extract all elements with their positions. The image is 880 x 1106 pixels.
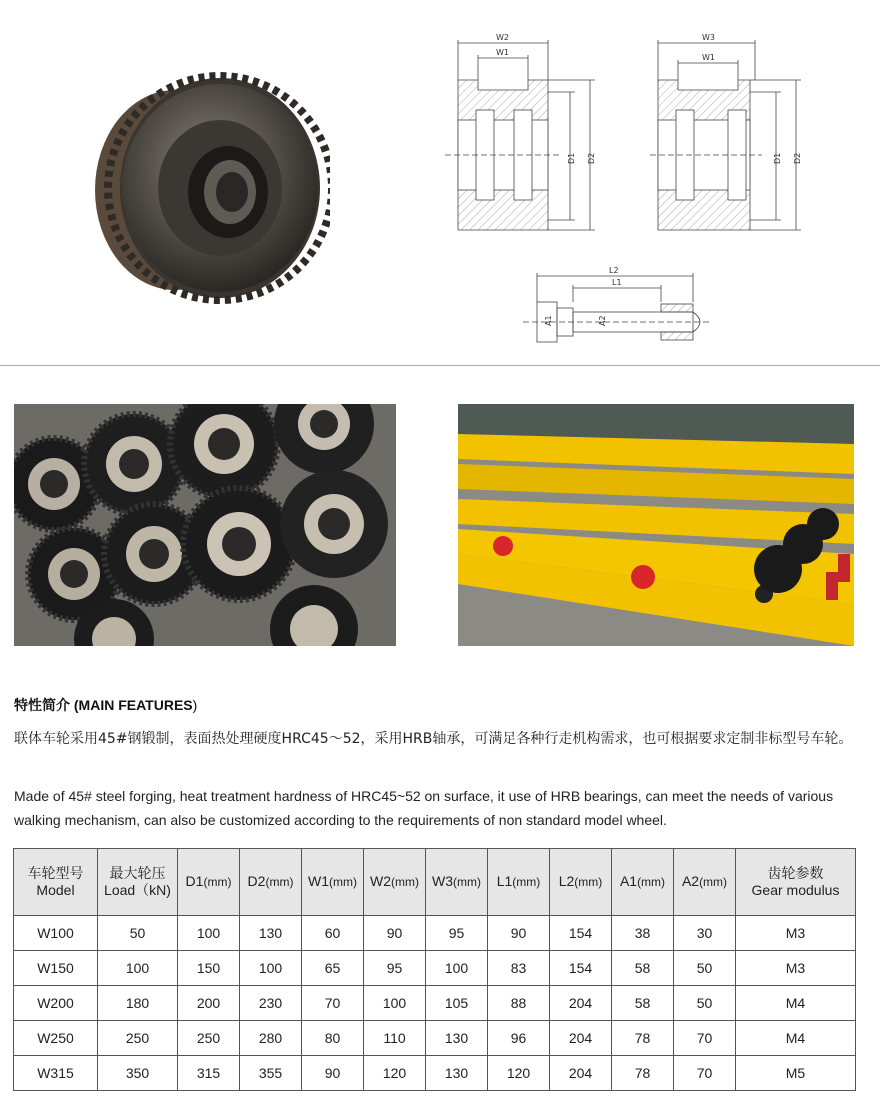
cell-d2: 230 bbox=[240, 986, 302, 1021]
cell-a1: 58 bbox=[612, 986, 674, 1021]
cell-w1: 70 bbox=[302, 986, 364, 1021]
cell-a1: 58 bbox=[612, 951, 674, 986]
section-divider bbox=[0, 365, 880, 366]
table-body bbox=[14, 916, 856, 1091]
cell-d1: 250 bbox=[178, 1021, 240, 1056]
cell-d2: 130 bbox=[240, 916, 302, 951]
wheel-section-drawing-w3 bbox=[650, 30, 820, 245]
specification-table bbox=[13, 848, 856, 1091]
features-title-cn: 特性简介 bbox=[14, 697, 70, 713]
cell-model: W315 bbox=[14, 1056, 98, 1091]
table-row bbox=[14, 916, 856, 951]
cell-w2: 100 bbox=[364, 986, 426, 1021]
header-load: 最大轮压 Load（kN) bbox=[98, 849, 178, 916]
cell-a1: 38 bbox=[612, 916, 674, 951]
header-w3: W3(mm) bbox=[426, 849, 488, 916]
gear-wheel-photo bbox=[70, 60, 330, 310]
cell-w1: 65 bbox=[302, 951, 364, 986]
cell-l2: 204 bbox=[550, 1056, 612, 1091]
d2-label-right: D2 bbox=[793, 152, 802, 164]
cell-w3: 95 bbox=[426, 916, 488, 951]
a1-label: A1 bbox=[544, 315, 553, 326]
cell-a2: 50 bbox=[674, 986, 736, 1021]
cell-w3: 130 bbox=[426, 1021, 488, 1056]
header-l2: L2(mm) bbox=[550, 849, 612, 916]
cell-a2: 70 bbox=[674, 1021, 736, 1056]
cell-d1: 100 bbox=[178, 916, 240, 951]
w1-label-right: W1 bbox=[702, 53, 715, 62]
axle-drawing bbox=[515, 262, 715, 352]
cell-gear-modulus: M3 bbox=[736, 951, 856, 986]
cell-load: 50 bbox=[98, 916, 178, 951]
cell-load: 350 bbox=[98, 1056, 178, 1091]
cell-a2: 70 bbox=[674, 1056, 736, 1091]
cell-d2: 280 bbox=[240, 1021, 302, 1056]
cell-load: 180 bbox=[98, 986, 178, 1021]
cell-d1: 150 bbox=[178, 951, 240, 986]
cell-l1: 88 bbox=[488, 986, 550, 1021]
w1-label: W1 bbox=[496, 48, 509, 57]
l2-label: L2 bbox=[609, 266, 619, 275]
table-row bbox=[14, 986, 856, 1021]
cell-w1: 80 bbox=[302, 1021, 364, 1056]
cell-l1: 120 bbox=[488, 1056, 550, 1091]
header-d1: D1(mm) bbox=[178, 849, 240, 916]
cell-d1: 200 bbox=[178, 986, 240, 1021]
features-title-en: (MAIN FEATURES bbox=[73, 697, 193, 713]
cell-l1: 90 bbox=[488, 916, 550, 951]
cell-l1: 96 bbox=[488, 1021, 550, 1056]
cell-w2: 95 bbox=[364, 951, 426, 986]
cell-l1: 83 bbox=[488, 951, 550, 986]
cell-w2: 110 bbox=[364, 1021, 426, 1056]
cell-a1: 78 bbox=[612, 1021, 674, 1056]
cell-gear-modulus: M3 bbox=[736, 916, 856, 951]
cell-a2: 50 bbox=[674, 951, 736, 986]
header-a1: A1(mm) bbox=[612, 849, 674, 916]
cell-model: W250 bbox=[14, 1021, 98, 1056]
crane-end-beam-photo bbox=[458, 404, 854, 646]
header-l1: L1(mm) bbox=[488, 849, 550, 916]
cell-load: 250 bbox=[98, 1021, 178, 1056]
cell-l2: 154 bbox=[550, 951, 612, 986]
features-description-en: Made of 45# steel forging, heat treatment hardness of HRC45~52 on surface, it use of HRB bearings, can meet the needs of various walking mechanism, can also be customized according to the requirements of non standard model wheel. bbox=[14, 788, 834, 828]
a2-label: A2 bbox=[598, 315, 607, 326]
wheel-section-drawing-w2 bbox=[440, 30, 620, 245]
cell-w3: 105 bbox=[426, 986, 488, 1021]
cell-model: W200 bbox=[14, 986, 98, 1021]
cell-l2: 204 bbox=[550, 986, 612, 1021]
cell-gear-modulus: M4 bbox=[736, 986, 856, 1021]
header-gear-modulus: 齿轮参数 Gear modulus bbox=[736, 849, 856, 916]
cell-load: 100 bbox=[98, 951, 178, 986]
cell-w3: 100 bbox=[426, 951, 488, 986]
table-header-row bbox=[14, 849, 856, 916]
header-w2: W2(mm) bbox=[364, 849, 426, 916]
cell-gear-modulus: M5 bbox=[736, 1056, 856, 1091]
cell-a2: 30 bbox=[674, 916, 736, 951]
header-d2: D2(mm) bbox=[240, 849, 302, 916]
table-row bbox=[14, 951, 856, 986]
cell-l2: 204 bbox=[550, 1021, 612, 1056]
table-row bbox=[14, 1056, 856, 1091]
cell-gear-modulus: M4 bbox=[736, 1021, 856, 1056]
table-row bbox=[14, 1021, 856, 1056]
cell-model: W100 bbox=[14, 916, 98, 951]
cell-w3: 130 bbox=[426, 1056, 488, 1091]
l1-label: L1 bbox=[612, 278, 622, 287]
cell-w2: 120 bbox=[364, 1056, 426, 1091]
features-description-cn: 联体车轮采用45#钢锻制，表面热处理硬度HRC45～52，采用HRB轴承，可满足各种行走机构需求，也可根据要求定制非标型号车轮。 bbox=[14, 731, 853, 747]
cell-model: W150 bbox=[14, 951, 98, 986]
header-w1: W1(mm) bbox=[302, 849, 364, 916]
features-title bbox=[14, 695, 197, 715]
cell-a1: 78 bbox=[612, 1056, 674, 1091]
d1-label: D1 bbox=[567, 152, 576, 164]
stacked-wheels-photo bbox=[14, 404, 396, 646]
cell-d2: 100 bbox=[240, 951, 302, 986]
cell-l2: 154 bbox=[550, 916, 612, 951]
cell-d2: 355 bbox=[240, 1056, 302, 1091]
d2-label: D2 bbox=[587, 152, 596, 164]
cell-w1: 90 bbox=[302, 1056, 364, 1091]
cell-w1: 60 bbox=[302, 916, 364, 951]
w3-label: W3 bbox=[702, 33, 715, 42]
w2-label: W2 bbox=[496, 33, 509, 42]
cell-d1: 315 bbox=[178, 1056, 240, 1091]
header-model: 车轮型号 Model bbox=[14, 849, 98, 916]
header-a2: A2(mm) bbox=[674, 849, 736, 916]
d1-label-right: D1 bbox=[773, 152, 782, 164]
cell-w2: 90 bbox=[364, 916, 426, 951]
features-title-close: ) bbox=[192, 697, 198, 713]
